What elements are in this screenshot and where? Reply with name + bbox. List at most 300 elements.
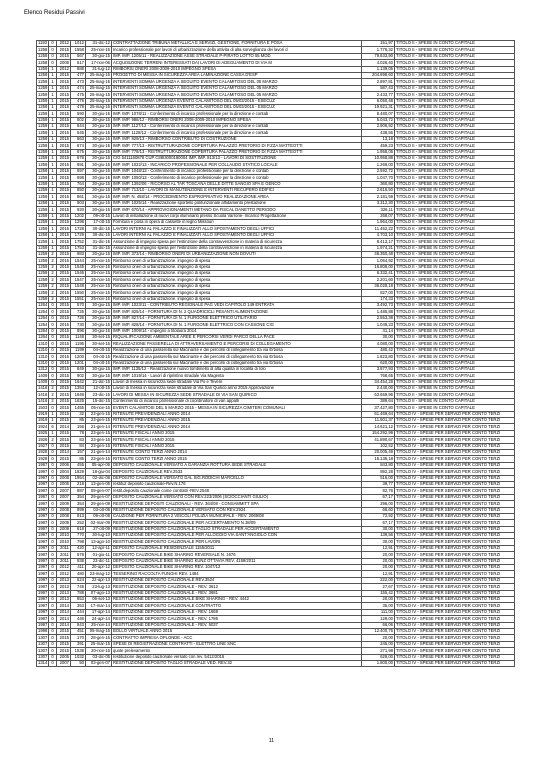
- impegno-cell: 698: [71, 175, 86, 181]
- articolo-cell: 0: [49, 347, 57, 353]
- articolo-cell: 1: [49, 72, 57, 78]
- anno-cell: 2015: [57, 322, 71, 328]
- impegno-cell: 1032: [71, 654, 86, 660]
- articolo-cell: 2: [49, 398, 57, 404]
- articolo-cell: 0: [49, 545, 57, 551]
- importo-cell: 1.485,88: [362, 309, 395, 315]
- titolo-cell: TITOLO II - SPESE IN CONTO CAPITALE: [395, 72, 515, 78]
- data-cell: 17-mar-14: [86, 603, 112, 609]
- importo-cell: 843,80: [362, 462, 395, 468]
- descrizione-cell: RESTITUZIONE DEPOSITO CAUZIONALE - REV. 3681: [112, 590, 362, 596]
- impegno-cell: 411: [71, 565, 86, 571]
- titolo-cell: TITOLO II - SPESE IN CONTO CAPITALE: [395, 264, 515, 270]
- anno-cell: 2015: [57, 386, 71, 392]
- descrizione-cell: DEPOSITO CAUZIONALE REV.2533: [112, 469, 362, 475]
- articolo-cell: 0: [49, 552, 57, 558]
- anno-cell: 2015: [57, 194, 71, 200]
- impegno-cell: 420: [71, 545, 86, 551]
- titolo-cell: TITOLO IV - SPESE PER SERVIZI PER CONTO TERZI: [395, 584, 515, 590]
- descrizione-cell: Rimborso oneri di urbanizzazione. impegno di spesa: [112, 296, 362, 302]
- impegno-cell: 899: [71, 507, 86, 513]
- capitolo-cell: 1997: [38, 487, 48, 493]
- data-cell: 06-set-13: [86, 596, 112, 602]
- importo-cell: 30,00: [362, 334, 395, 340]
- importo-cell: 151,97: [362, 41, 395, 47]
- importo-cell: 360,80: [362, 181, 395, 187]
- data-cell: 12-ott-15: [86, 386, 112, 392]
- titolo-cell: TITOLO IV - SPESE PER SERVIZI PER CONTO TERZI: [395, 552, 515, 558]
- data-cell: 31-dic-15: [86, 239, 112, 245]
- articolo-cell: 0: [49, 590, 57, 596]
- articolo-cell: 1: [49, 66, 57, 72]
- importo-cell: 1.049,23: [362, 322, 395, 328]
- descrizione-cell: CONTRATTO IMPRESA OPLONDE - ACC: [112, 635, 362, 641]
- data-cell: 13-ago-10: [86, 539, 112, 545]
- importo-cell: 296,00: [362, 501, 395, 507]
- importo-cell: 11.462,22: [362, 226, 395, 232]
- descrizione-cell: Realizzazione di una passerella sul Macinante e dei percorsi di collegamento tra via Erbosa: [112, 360, 362, 366]
- data-cell: 25-mag-15: [86, 85, 112, 91]
- titolo-cell: TITOLO II - SPESE IN CONTO CAPITALE: [395, 41, 515, 47]
- impegno-cell: 1195: [71, 341, 86, 347]
- data-cell: 31-dic-15: [86, 245, 112, 251]
- anno-cell: 2015: [57, 277, 71, 283]
- descrizione-cell: IMP. IMP. 1019/14 - Lavori di ripristino stradale Via Magenta: [112, 373, 362, 379]
- importo-cell: 4.080,00: [362, 341, 395, 347]
- importo-cell: 11.501,37: [362, 418, 395, 424]
- descrizione-cell: Rimborso oneri di urbanizzazione. impegno di spesa: [112, 271, 362, 277]
- articolo-cell: 0: [49, 443, 57, 449]
- impegno-cell: 920: [71, 207, 86, 213]
- titolo-cell: TITOLO IV - SPESE PER SERVIZI PER CONTO TERZI: [395, 450, 515, 456]
- titolo-cell: TITOLO IV - SPESE PER SERVIZI PER CONTO TERZI: [395, 469, 515, 475]
- articolo-cell: 0: [49, 596, 57, 602]
- importo-cell: 102,52: [362, 443, 395, 449]
- titolo-cell: TITOLO II - SPESE IN CONTO CAPITALE: [395, 398, 515, 404]
- capitolo-cell: 1264: [38, 328, 48, 333]
- capitolo-cell: 1259: [38, 200, 48, 206]
- impegno-cell: 477: [71, 72, 86, 78]
- anno-cell: 2006: [57, 462, 71, 468]
- descrizione-cell: SPESE DI REGISTRAZIONE CONTRATTI - ELETTRO LINE SNC: [112, 641, 362, 647]
- impegno-cell: 896: [71, 328, 86, 334]
- titolo-cell: TITOLO II - SPESE IN CONTO CAPITALE: [395, 309, 515, 315]
- data-cell: 30-lug-10: [86, 533, 112, 539]
- titolo-cell: TITOLO IV - SPESE PER SERVIZI PER CONTO TERZI: [395, 424, 515, 430]
- anno-cell: 2015: [57, 168, 71, 174]
- anno-cell: 2012: [57, 66, 71, 72]
- data-cell: 30-giu-15: [86, 168, 112, 174]
- capitolo-cell: 1259: [38, 129, 48, 135]
- descrizione-cell: RIQUALIFICAZIONE AMBIENTALE AREE E PERCORSI VERDI PARCO DELLA PACE: [112, 334, 362, 340]
- capitolo-cell: 1259: [38, 136, 48, 142]
- data-cell: 30-giu-15: [86, 111, 112, 117]
- anno-cell: 2015: [57, 430, 71, 436]
- importo-cell: 4.026,40: [362, 60, 395, 66]
- impegno-cell: 770: [71, 533, 86, 539]
- titolo-cell: TITOLO II - SPESE IN CONTO CAPITALE: [395, 181, 515, 187]
- anno-cell: 2012: [57, 565, 71, 571]
- articolo-cell: 1: [49, 130, 57, 136]
- capitolo-cell: 1997: [38, 519, 48, 525]
- anno-cell: 2007: [57, 494, 71, 500]
- importo-cell: 6.050,48: [362, 98, 395, 104]
- data-cell: 25-nov-15: [86, 290, 112, 296]
- data-cell: 27-ott-09: [86, 526, 112, 532]
- titolo-cell: TITOLO IV - SPESE PER SERVIZI PER CONTO TERZI: [395, 622, 515, 628]
- impegno-cell: 798: [71, 539, 86, 545]
- data-cell: 29-gen-09: [86, 501, 112, 507]
- articolo-cell: 0: [49, 462, 57, 468]
- descrizione-cell: RESTITUZIONE DEPOSITO CAUZIONALE PER LAVORI: [112, 539, 362, 545]
- articolo-cell: 0: [49, 654, 57, 660]
- residui-table-container: [36, 40, 514, 667]
- impegno-cell: 170: [71, 635, 86, 641]
- impegno-cell: 1550: [71, 290, 86, 296]
- descrizione-cell: IMP. IMP. 1009/14 - impegno a titolaura 2014: [112, 328, 362, 334]
- importo-cell: 20.005,49: [362, 450, 395, 456]
- capitolo-cell: 1259: [38, 264, 48, 270]
- capitolo-cell: 1259: [38, 104, 48, 110]
- articolo-cell: 1: [49, 92, 57, 98]
- titolo-cell: TITOLO II - SPESE IN CONTO CAPITALE: [395, 245, 515, 251]
- articolo-cell: 0: [49, 648, 57, 654]
- table-row: [37, 347, 515, 353]
- residui-table: [36, 40, 515, 667]
- descrizione-cell: Assunzione di impegno spesa per l'estinzione della contravvenzione in materia di sicurezza: [112, 239, 362, 245]
- data-cell: 13-gen-06: [86, 481, 112, 487]
- anno-cell: 2015: [57, 366, 71, 372]
- anno-cell: 2015: [57, 296, 71, 302]
- titolo-cell: TITOLO II - SPESE IN CONTO CAPITALE: [395, 283, 515, 289]
- articolo-cell: 1: [49, 156, 57, 162]
- articolo-cell: 1: [49, 245, 57, 251]
- descrizione-cell: TESSERINO RACCOLTA FUNGHI REV. 1484: [112, 571, 362, 577]
- capitolo-cell: 1997: [38, 513, 48, 519]
- importo-cell: 66,60: [362, 507, 395, 513]
- titolo-cell: TITOLO IV - SPESE PER SERVIZI PER CONTO TERZI: [395, 488, 515, 494]
- titolo-cell: TITOLO II - SPESE IN CONTO CAPITALE: [395, 79, 515, 85]
- descrizione-cell: IMP. IMP. 1050/13 - Conferimento di incarico professionale per la direzione e contab: [112, 175, 362, 181]
- data-cell: 30-giu-15: [86, 143, 112, 149]
- descrizione-cell: CIG 5411160878 CUP C88I3000180004 IMP. IMP. 813/13 - LAVORI DI SOSTITUZIONE: [112, 156, 362, 162]
- impegno-cell: 1551: [71, 296, 86, 302]
- data-cell: 30-giu-15: [86, 322, 112, 328]
- descrizione-cell: IMP. IMP. 825/14 - FORNITURA DI N. 2 QUADRICICLI PESANTI ALIMENTAZIONE: [112, 309, 362, 315]
- impegno-cell: 1545: [71, 264, 86, 270]
- data-cell: 03-ott-08: [86, 507, 112, 513]
- residui-table-body: [37, 41, 515, 667]
- articolo-cell: 1: [49, 187, 57, 193]
- anno-cell: 2015: [57, 143, 71, 149]
- descrizione-cell: RESTITUZIONE DEPOSITO CAUZIONALE TAGLIO STRADALE PER ACCERTAMENTO: [112, 526, 362, 532]
- impegno-cell: 697: [71, 168, 86, 174]
- anno-cell: 2013: [57, 584, 71, 590]
- importo-cell: 587,43: [362, 85, 395, 91]
- articolo-cell: 0: [49, 616, 57, 622]
- articolo-cell: 0: [49, 520, 57, 526]
- anno-cell: 2015: [57, 187, 71, 193]
- importo-cell: 20,00: [362, 565, 395, 571]
- table-row: [37, 207, 515, 213]
- capitolo-cell: 1997: [38, 551, 48, 557]
- data-cell: 09-gen-07: [86, 488, 112, 494]
- data-cell: 25-nov-14: [86, 622, 112, 628]
- titolo-cell: TITOLO II - SPESE IN CONTO CAPITALE: [395, 322, 515, 328]
- anno-cell: 2015: [57, 628, 71, 634]
- articolo-cell: 0: [49, 60, 57, 66]
- impegno-cell: 644: [71, 124, 86, 130]
- capitolo-cell: 1927: [38, 443, 48, 448]
- impegno-cell: 156: [71, 424, 86, 430]
- impegno-cell: 1199: [71, 347, 86, 353]
- titolo-cell: TITOLO II - SPESE IN CONTO CAPITALE: [395, 251, 515, 257]
- data-cell: 02-mar-09: [86, 520, 112, 526]
- articolo-cell: 1: [49, 194, 57, 200]
- capitolo-cell: 1997: [38, 507, 48, 512]
- titolo-cell: TITOLO IV - SPESE PER SERVIZI PER CONTO TERZI: [395, 660, 515, 666]
- data-cell: 31-dic-12: [86, 41, 112, 47]
- articolo-cell: 2: [49, 283, 57, 289]
- descrizione-cell: RITENUTE FISCALI ANNO 2015: [112, 443, 362, 449]
- descrizione-cell: Rimborso oneri di urbanizzazione. impegno di spesa: [112, 258, 362, 264]
- articolo-cell: 0: [49, 501, 57, 507]
- data-cell: 09-ott-15: [86, 213, 112, 219]
- titolo-cell: TITOLO IV - SPESE PER SERVIZI PER CONTO TERZI: [395, 513, 515, 519]
- anno-cell: 2015: [57, 648, 71, 654]
- capitolo-cell: 1259: [38, 245, 48, 250]
- descrizione-cell: DEPOSITO CAUZIONALE VERSATO CON REV.223/2006 (SCIOCCIANTI GIULIO): [112, 494, 362, 500]
- titolo-cell: TITOLO IV - SPESE PER SERVIZI PER CONTO TERZI: [395, 609, 515, 615]
- articolo-cell: 2: [49, 251, 57, 257]
- titolo-cell: TITOLO II - SPESE IN CONTO CAPITALE: [395, 98, 515, 104]
- impegno-cell: 938: [71, 558, 86, 564]
- descrizione-cell: IMP. IMP. 713/10 - LAVORI DI MANUTENZIONE E INTERVENTI RECUPERO EDIFICI: [112, 187, 362, 193]
- anno-cell: 2009: [57, 526, 71, 532]
- capitolo-cell: 1259: [38, 149, 48, 155]
- articolo-cell: 1: [49, 175, 57, 181]
- anno-cell: 2015: [57, 219, 71, 225]
- table-row: [37, 85, 515, 91]
- impegno-cell: 480: [71, 571, 86, 577]
- table-row: [37, 533, 515, 539]
- capitolo-cell: 1997: [38, 570, 48, 576]
- capitolo-cell: 1997: [38, 526, 48, 532]
- capitolo-cell: 1259: [38, 225, 48, 231]
- titolo-cell: TITOLO II - SPESE IN CONTO CAPITALE: [395, 117, 515, 123]
- articolo-cell: 0: [49, 565, 57, 571]
- data-cell: 03-dic-05: [86, 654, 112, 660]
- articolo-cell: 0: [49, 322, 57, 328]
- data-cell: 17-apr-14: [86, 609, 112, 615]
- descrizione-cell: Rimborso oneri di urbanizzazione. impegno di spesa: [112, 264, 362, 270]
- capitolo-cell: 1259: [38, 181, 48, 186]
- titolo-cell: TITOLO II - SPESE IN CONTO CAPITALE: [395, 386, 515, 392]
- anno-cell: 2015: [57, 104, 71, 110]
- capitolo-cell: 1997: [38, 615, 48, 621]
- articolo-cell: 1: [49, 213, 57, 219]
- capitolo-cell: 1997: [38, 596, 48, 602]
- titolo-cell: TITOLO II - SPESE IN CONTO CAPITALE: [395, 162, 515, 168]
- titolo-cell: TITOLO II - SPESE IN CONTO CAPITALE: [395, 341, 515, 347]
- data-cell: 25-mag-15: [86, 104, 112, 110]
- data-cell: 30-giu-15: [86, 117, 112, 123]
- table-row: [37, 47, 515, 53]
- descrizione-cell: IMP. IMP. 828/14 - FORNITURA DI N. 1 FURGONE ELETTRICO CON CASSONE CIG: [112, 322, 362, 328]
- anno-cell: 2015: [57, 162, 71, 168]
- articolo-cell: 0: [49, 373, 57, 379]
- data-cell: 23-gen-15: [86, 418, 112, 424]
- importo-cell: 34.454,28: [362, 379, 395, 385]
- importo-cell: 204.898,60: [362, 72, 395, 78]
- impegno-cell: 725: [71, 309, 86, 315]
- importo-cell: 2.201,60: [362, 277, 395, 283]
- articolo-cell: 0: [49, 450, 57, 456]
- data-cell: 30-giu-15: [86, 194, 112, 200]
- impegno-cell: 78: [71, 430, 86, 436]
- anno-cell: 2015: [57, 354, 71, 360]
- descrizione-cell: Fornitura e posa in opera di cassette in legno Missouri: [112, 219, 362, 225]
- anno-cell: 2015: [57, 72, 71, 78]
- descrizione-cell: IMP. IMP. 1023/11 - CONTRIBUTO REGIONALE PAG VEDI CAPITOLO 149 ENTRATA: [112, 303, 362, 309]
- capitolo-cell: 1259: [38, 66, 48, 71]
- data-cell: 30-giu-15: [86, 149, 112, 155]
- articolo-cell: 0: [49, 660, 57, 666]
- articolo-cell: 0: [49, 456, 57, 462]
- importo-cell: 2.897,81: [362, 79, 395, 85]
- anno-cell: 2007: [57, 660, 71, 666]
- importo-cell: 620,00: [362, 360, 395, 366]
- capitolo-cell: 1193: [38, 40, 48, 46]
- importo-cell: 15.136,18: [362, 456, 395, 462]
- articolo-cell: 0: [49, 558, 57, 564]
- data-cell: 30-giu-15: [86, 187, 112, 193]
- data-cell: 21-dic-15: [86, 379, 112, 385]
- articolo-cell: 0: [49, 539, 57, 545]
- importo-cell: 2.433,77: [362, 92, 395, 98]
- anno-cell: 2015: [57, 85, 71, 91]
- capitolo-cell: 1416: [38, 385, 48, 391]
- impegno-cell: 730: [71, 322, 86, 328]
- titolo-cell: TITOLO IV - SPESE PER SERVIZI PER CONTO TERZI: [395, 558, 515, 564]
- data-cell: 05-mag-15: [86, 628, 112, 634]
- titolo-cell: TITOLO II - SPESE IN CONTO CAPITALE: [395, 315, 515, 321]
- capitolo-cell: 1259: [38, 206, 48, 212]
- impegno-cell: 853: [71, 596, 86, 602]
- importo-cell: 3.877,93: [362, 366, 395, 372]
- anno-cell: 2015: [57, 136, 71, 142]
- articolo-cell: 0: [49, 584, 57, 590]
- descrizione-cell: RITENUTE PREVIDENZIALI ANNO 2015: [112, 418, 362, 424]
- importo-cell: 1.269,00: [362, 162, 395, 168]
- impegno-cell: 1558: [71, 47, 86, 53]
- titolo-cell: TITOLO IV - SPESE PER SERVIZI PER CONTO TERZI: [395, 571, 515, 577]
- importo-cell: 27,67: [362, 584, 395, 590]
- titolo-cell: TITOLO II - SPESE IN CONTO CAPITALE: [395, 143, 515, 149]
- importo-cell: 1.823,80: [362, 354, 395, 360]
- data-cell: 30-set-15: [86, 341, 112, 347]
- titolo-cell: TITOLO II - SPESE IN CONTO CAPITALE: [395, 92, 515, 98]
- data-cell: 04-ott-15: [86, 360, 112, 366]
- titolo-cell: TITOLO II - SPESE IN CONTO CAPITALE: [395, 175, 515, 181]
- anno-cell: 2014: [57, 424, 71, 430]
- descrizione-cell: CONTRATTAZIONE TRIBUNA METALLICA E SERVIZI, GESTIONE, FORNITURA E POSA: [112, 41, 362, 47]
- capitolo-cell: 1314: [38, 660, 48, 666]
- articolo-cell: 2: [49, 392, 57, 398]
- descrizione-cell: quote prelevamento: [112, 648, 362, 654]
- impegno-cell: 354: [71, 494, 86, 500]
- page-number: 11: [268, 738, 275, 744]
- articolo-cell: 0: [49, 53, 57, 59]
- anno-cell: 2013: [57, 590, 71, 596]
- data-cell: 30-giu-15: [86, 124, 112, 130]
- capitolo-cell: 1503: [38, 404, 48, 410]
- impegno-cell: 1200: [71, 354, 86, 360]
- articolo-cell: 0: [49, 609, 57, 615]
- importo-cell: 2.592,72: [362, 168, 395, 174]
- descrizione-cell: RITENUTE PREVIDENZIALI ANNO 2014: [112, 411, 362, 417]
- data-cell: 22-apr-13: [86, 577, 112, 583]
- descrizione-cell: INTERVENTI SOMMA URGENZA A SEGUITO EVENTO CALAMITOSO DEL 05 MARZO: [112, 85, 362, 91]
- impegno-cell: 663: [71, 136, 86, 142]
- anno-cell: 2015: [57, 437, 71, 443]
- articolo-cell: 2: [49, 277, 57, 283]
- capitolo-cell: 1259: [38, 257, 48, 263]
- data-cell: 01-giu-11: [86, 552, 112, 558]
- descrizione-cell: LAVORI INTERNI AL PALAZZO E FINALIZZATI ALLO SPOSTAMENTO DEGLI UFFICI: [112, 232, 362, 238]
- capitolo-cell: 1307: [38, 647, 48, 653]
- anno-cell: 2008: [57, 507, 71, 513]
- anno-cell: 2015: [57, 111, 71, 117]
- importo-cell: 35,00: [362, 603, 395, 609]
- articolo-cell: 1: [49, 207, 57, 213]
- importo-cell: 20,00: [362, 596, 395, 602]
- articolo-cell: 6: [49, 424, 57, 430]
- titolo-cell: TITOLO II - SPESE IN CONTO CAPITALE: [395, 328, 515, 334]
- table-row: [37, 354, 515, 360]
- importo-cell: 480,42: [362, 347, 395, 353]
- anno-cell: 2015: [57, 181, 71, 187]
- descrizione-cell: INTERVENTI SOMMA URGENZA EVENTO CALAMITOSO DEL 05/03/2015 - ESECUZ: [112, 104, 362, 110]
- capitolo-cell: 1310: [38, 340, 48, 346]
- importo-cell: 72,92: [362, 513, 395, 519]
- impegno-cell: 849: [71, 366, 86, 372]
- anno-cell: 2015: [57, 264, 71, 270]
- articolo-cell: 1: [49, 430, 57, 436]
- anno-cell: 2014: [57, 603, 71, 609]
- titolo-cell: TITOLO II - SPESE IN CONTO CAPITALE: [395, 187, 515, 193]
- importo-cell: 1.964,00: [362, 219, 395, 225]
- capitolo-cell: 1310: [38, 353, 48, 359]
- descrizione-cell: INTERVENTI SOMMA URGENZA A SEGUITO EVENTO CALAMITOSO DEL 05 MARZO: [112, 79, 362, 85]
- anno-cell: 2015: [57, 379, 71, 385]
- table-row: [37, 162, 515, 168]
- articolo-cell: 0: [49, 309, 57, 315]
- capitolo-cell: 1259: [38, 155, 48, 161]
- capitolo-cell: 1259: [38, 187, 48, 193]
- titolo-cell: TITOLO II - SPESE IN CONTO CAPITALE: [395, 296, 515, 302]
- articolo-cell: 1: [49, 200, 57, 206]
- descrizione-cell: Rimborso oneri di urbanizzazione. impegno di spesa: [112, 290, 362, 296]
- importo-cell: 1.776,32: [362, 47, 395, 53]
- descrizione-cell: RESTITUZIONE DEPOSITO CAUZIONALE - REV. 3612: [112, 584, 362, 590]
- descrizione-cell: IMP. IMP. 1127/12 - Conferimento di incarico professionale per la direzione e contab: [112, 124, 362, 130]
- impegno-cell: 157: [71, 450, 86, 456]
- titolo-cell: TITOLO II - SPESE IN CONTO CAPITALE: [395, 290, 515, 296]
- impegno-cell: 578: [71, 552, 86, 558]
- articolo-cell: 1: [49, 85, 57, 91]
- anno-cell: 2015: [57, 258, 71, 264]
